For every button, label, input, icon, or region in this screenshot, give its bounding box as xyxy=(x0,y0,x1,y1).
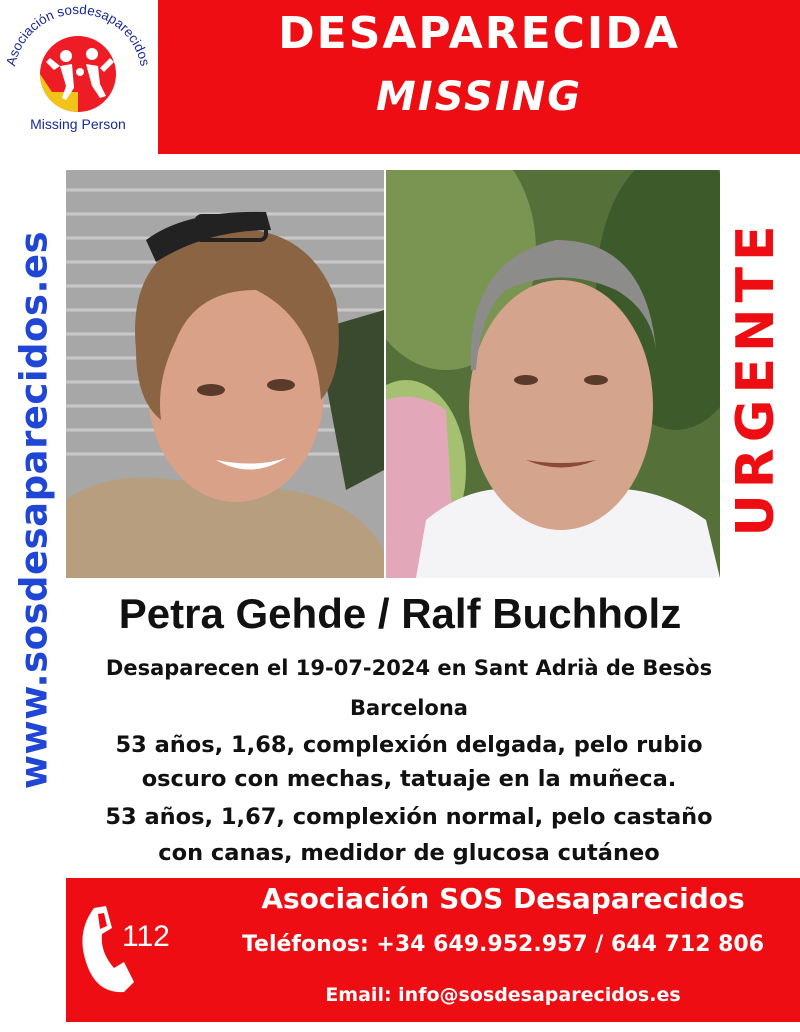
logo-emblem-icon xyxy=(0,0,156,120)
province: Barcelona xyxy=(350,696,468,720)
website-text: www.sosdesaparecidos.es xyxy=(12,230,56,790)
description-ralf-1: 53 años, 1,67, complexión normal, pelo castaño xyxy=(105,804,713,830)
description-petra-1: 53 años, 1,68, complexión delgada, pelo rubio xyxy=(115,732,703,758)
emergency-number: 112 xyxy=(122,920,170,953)
header-title: DESAPARECIDA xyxy=(278,8,680,59)
footer-phones[interactable]: Teléfonos: +34 649.952.957 / 644 712 806 xyxy=(241,932,765,957)
footer-organization: Asociación SOS Desaparecidos xyxy=(261,882,745,915)
association-logo xyxy=(0,0,156,150)
contact-footer xyxy=(66,878,800,1022)
description-ralf-2: con canas, medidor de glucosa cutáneo xyxy=(158,840,660,866)
logo-caption: Missing Person xyxy=(30,116,126,132)
urgent-vertical xyxy=(728,172,784,584)
urgent-text: URGENTE xyxy=(726,219,786,537)
header-subtitle: MISSING xyxy=(375,74,583,120)
photo-ralf xyxy=(386,170,720,578)
person-names: Petra Gehde / Ralf Buchholz xyxy=(118,590,682,637)
website-vertical xyxy=(14,180,54,840)
disappearance-info: Desaparecen el 19-07-2024 en Sant Adrià de Besòs xyxy=(105,656,713,680)
photo-petra xyxy=(66,170,384,578)
footer-email[interactable]: Email: info@sosdesaparecidos.es xyxy=(325,984,681,1006)
logo-arc-text: Asociación sosdesaparecidos xyxy=(3,1,153,68)
description-petra-2: oscuro con mechas, tatuaje en la muñeca. xyxy=(141,766,677,792)
header-banner xyxy=(158,0,800,154)
